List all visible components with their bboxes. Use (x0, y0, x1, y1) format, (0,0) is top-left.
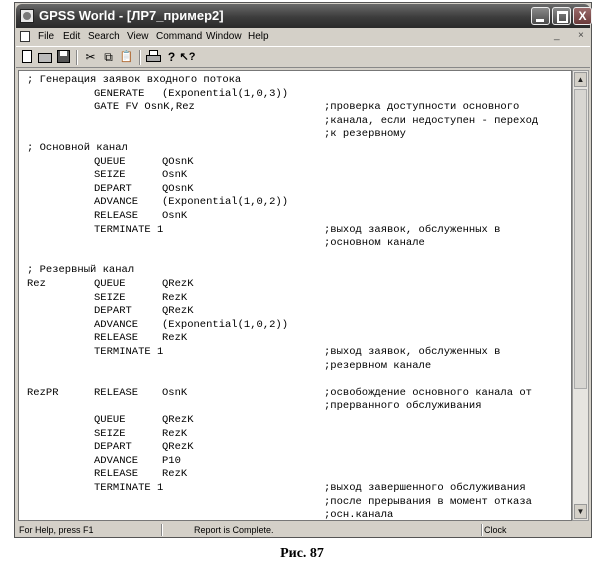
code-operator: RELEASE (94, 468, 139, 481)
mdi-close-button[interactable]: × (578, 30, 584, 41)
code-remark: ;освобождение основного канала от (324, 386, 532, 399)
code-operand: QRezK (162, 414, 194, 426)
code-operator: TERMINATE 1 (94, 346, 164, 358)
print-icon[interactable] (145, 49, 162, 65)
code-comment: ; Резервный канал (27, 264, 135, 277)
help-icon[interactable]: ? (167, 50, 176, 64)
code-operator: SEIZE (94, 169, 126, 182)
context-help-icon[interactable]: ↖? (179, 51, 196, 63)
vertical-scrollbar[interactable] (572, 70, 589, 521)
code-operand: (Exponential(1,0,2)) (162, 196, 289, 209)
menu-command[interactable]: Command (156, 31, 203, 42)
code-remark: ;проверка доступности основного (324, 101, 520, 114)
menu-search[interactable]: Search (88, 31, 120, 42)
status-divider (481, 524, 483, 536)
code-operand: RezK (162, 291, 188, 304)
menu-edit[interactable]: Edit (63, 31, 81, 42)
close-button[interactable]: X (573, 7, 592, 25)
status-divider (161, 524, 163, 536)
code-operator: RELEASE (94, 332, 139, 345)
menu-window[interactable]: Window (206, 31, 242, 42)
code-operand: QRezK (162, 441, 194, 454)
code-remark: ;резервном канале (324, 359, 432, 372)
code-operator: DEPART (94, 441, 132, 454)
code-operator: DEPART (94, 182, 132, 195)
code-operand: RezK (162, 468, 188, 481)
code-operator: ADVANCE (94, 196, 139, 209)
scroll-up-button[interactable]: ▲ (574, 72, 587, 87)
code-remark: ;основном канале (324, 237, 425, 250)
scroll-thumb[interactable] (574, 89, 587, 389)
title-bar[interactable] (16, 4, 590, 28)
paste-icon[interactable]: 📋 (119, 51, 134, 63)
code-operator: QUEUE (94, 155, 126, 168)
open-file-icon[interactable] (37, 49, 54, 65)
code-comment: ; Основной канал (27, 142, 128, 154)
code-label: Rez (27, 278, 46, 290)
window-title: GPSS World - [ЛР7_пример2] (39, 8, 224, 23)
gpss-window (14, 2, 592, 538)
code-operator: QUEUE (94, 278, 126, 290)
status-bar (16, 523, 590, 537)
code-operator: RELEASE (94, 210, 139, 222)
code-operator: GATE FV OsnK,Rez (94, 101, 195, 114)
code-operand: QOsnK (162, 182, 194, 195)
menu-view[interactable]: View (127, 31, 149, 42)
figure-caption: Рис. 87 (280, 546, 324, 561)
code-remark: ;после прерывания в момент отказа (324, 495, 532, 508)
code-remark: ;выход заявок, обслуженных в (324, 346, 501, 358)
toolbar (16, 46, 590, 68)
code-remark: ;осн.канала (324, 509, 394, 521)
code-operator: ADVANCE (94, 318, 139, 331)
status-clock: Clock (484, 525, 507, 535)
code-operator: SEIZE (94, 291, 126, 304)
code-operand: P10 (162, 454, 181, 467)
code-operator: ADVANCE (94, 454, 139, 467)
code-remark: ;канала, если недоступен - переход (324, 114, 539, 127)
code-operand: QRezK (162, 305, 194, 318)
code-operator: TERMINATE 1 (94, 223, 164, 236)
code-operand: OsnK (162, 210, 188, 222)
mdi-minimize-button[interactable]: _ (554, 30, 560, 41)
code-remark: ;к резервному (324, 128, 406, 141)
maximize-button[interactable] (552, 7, 571, 25)
menu-bar (16, 29, 590, 45)
code-remark: ;прерванного обслуживания (324, 400, 482, 413)
code-label: RezPR (27, 386, 59, 399)
save-icon[interactable] (55, 49, 72, 65)
toolbar-separator (139, 50, 141, 65)
cut-icon[interactable]: ✂ (85, 50, 96, 64)
code-operator: GENERATE (94, 87, 145, 100)
code-operand: QRezK (162, 278, 194, 290)
menu-help[interactable]: Help (248, 31, 269, 42)
code-operand: OsnK (162, 386, 188, 399)
scroll-down-button[interactable]: ▼ (574, 504, 587, 519)
document-icon[interactable] (20, 31, 30, 42)
new-file-icon[interactable] (19, 49, 36, 65)
menu-file[interactable]: File (38, 31, 55, 42)
code-operand: OsnK (162, 169, 188, 182)
code-editor[interactable] (18, 70, 572, 521)
code-operator: DEPART (94, 305, 132, 318)
code-operand: RezK (162, 332, 188, 345)
code-comment: ; Генерация заявок входного потока (27, 74, 242, 86)
app-icon[interactable] (20, 9, 34, 23)
status-report-text: Report is Complete. (194, 525, 274, 535)
code-operator: TERMINATE 1 (94, 482, 164, 494)
copy-icon[interactable]: ⧉ (104, 50, 113, 64)
code-operator: RELEASE (94, 386, 139, 399)
code-operand: RezK (162, 427, 188, 440)
code-operand: (Exponential(1,0,2)) (162, 318, 289, 331)
code-remark: ;выход завершенного обслуживания (324, 482, 526, 494)
code-operand: (Exponential(1,0,3)) (162, 87, 289, 100)
code-remark: ;выход заявок, обслуженных в (324, 223, 501, 236)
code-operator: SEIZE (94, 427, 126, 440)
toolbar-separator (76, 50, 78, 65)
code-operand: QOsnK (162, 155, 194, 168)
status-help-text: For Help, press F1 (19, 525, 94, 535)
code-operator: QUEUE (94, 414, 126, 426)
minimize-button[interactable] (531, 7, 550, 25)
